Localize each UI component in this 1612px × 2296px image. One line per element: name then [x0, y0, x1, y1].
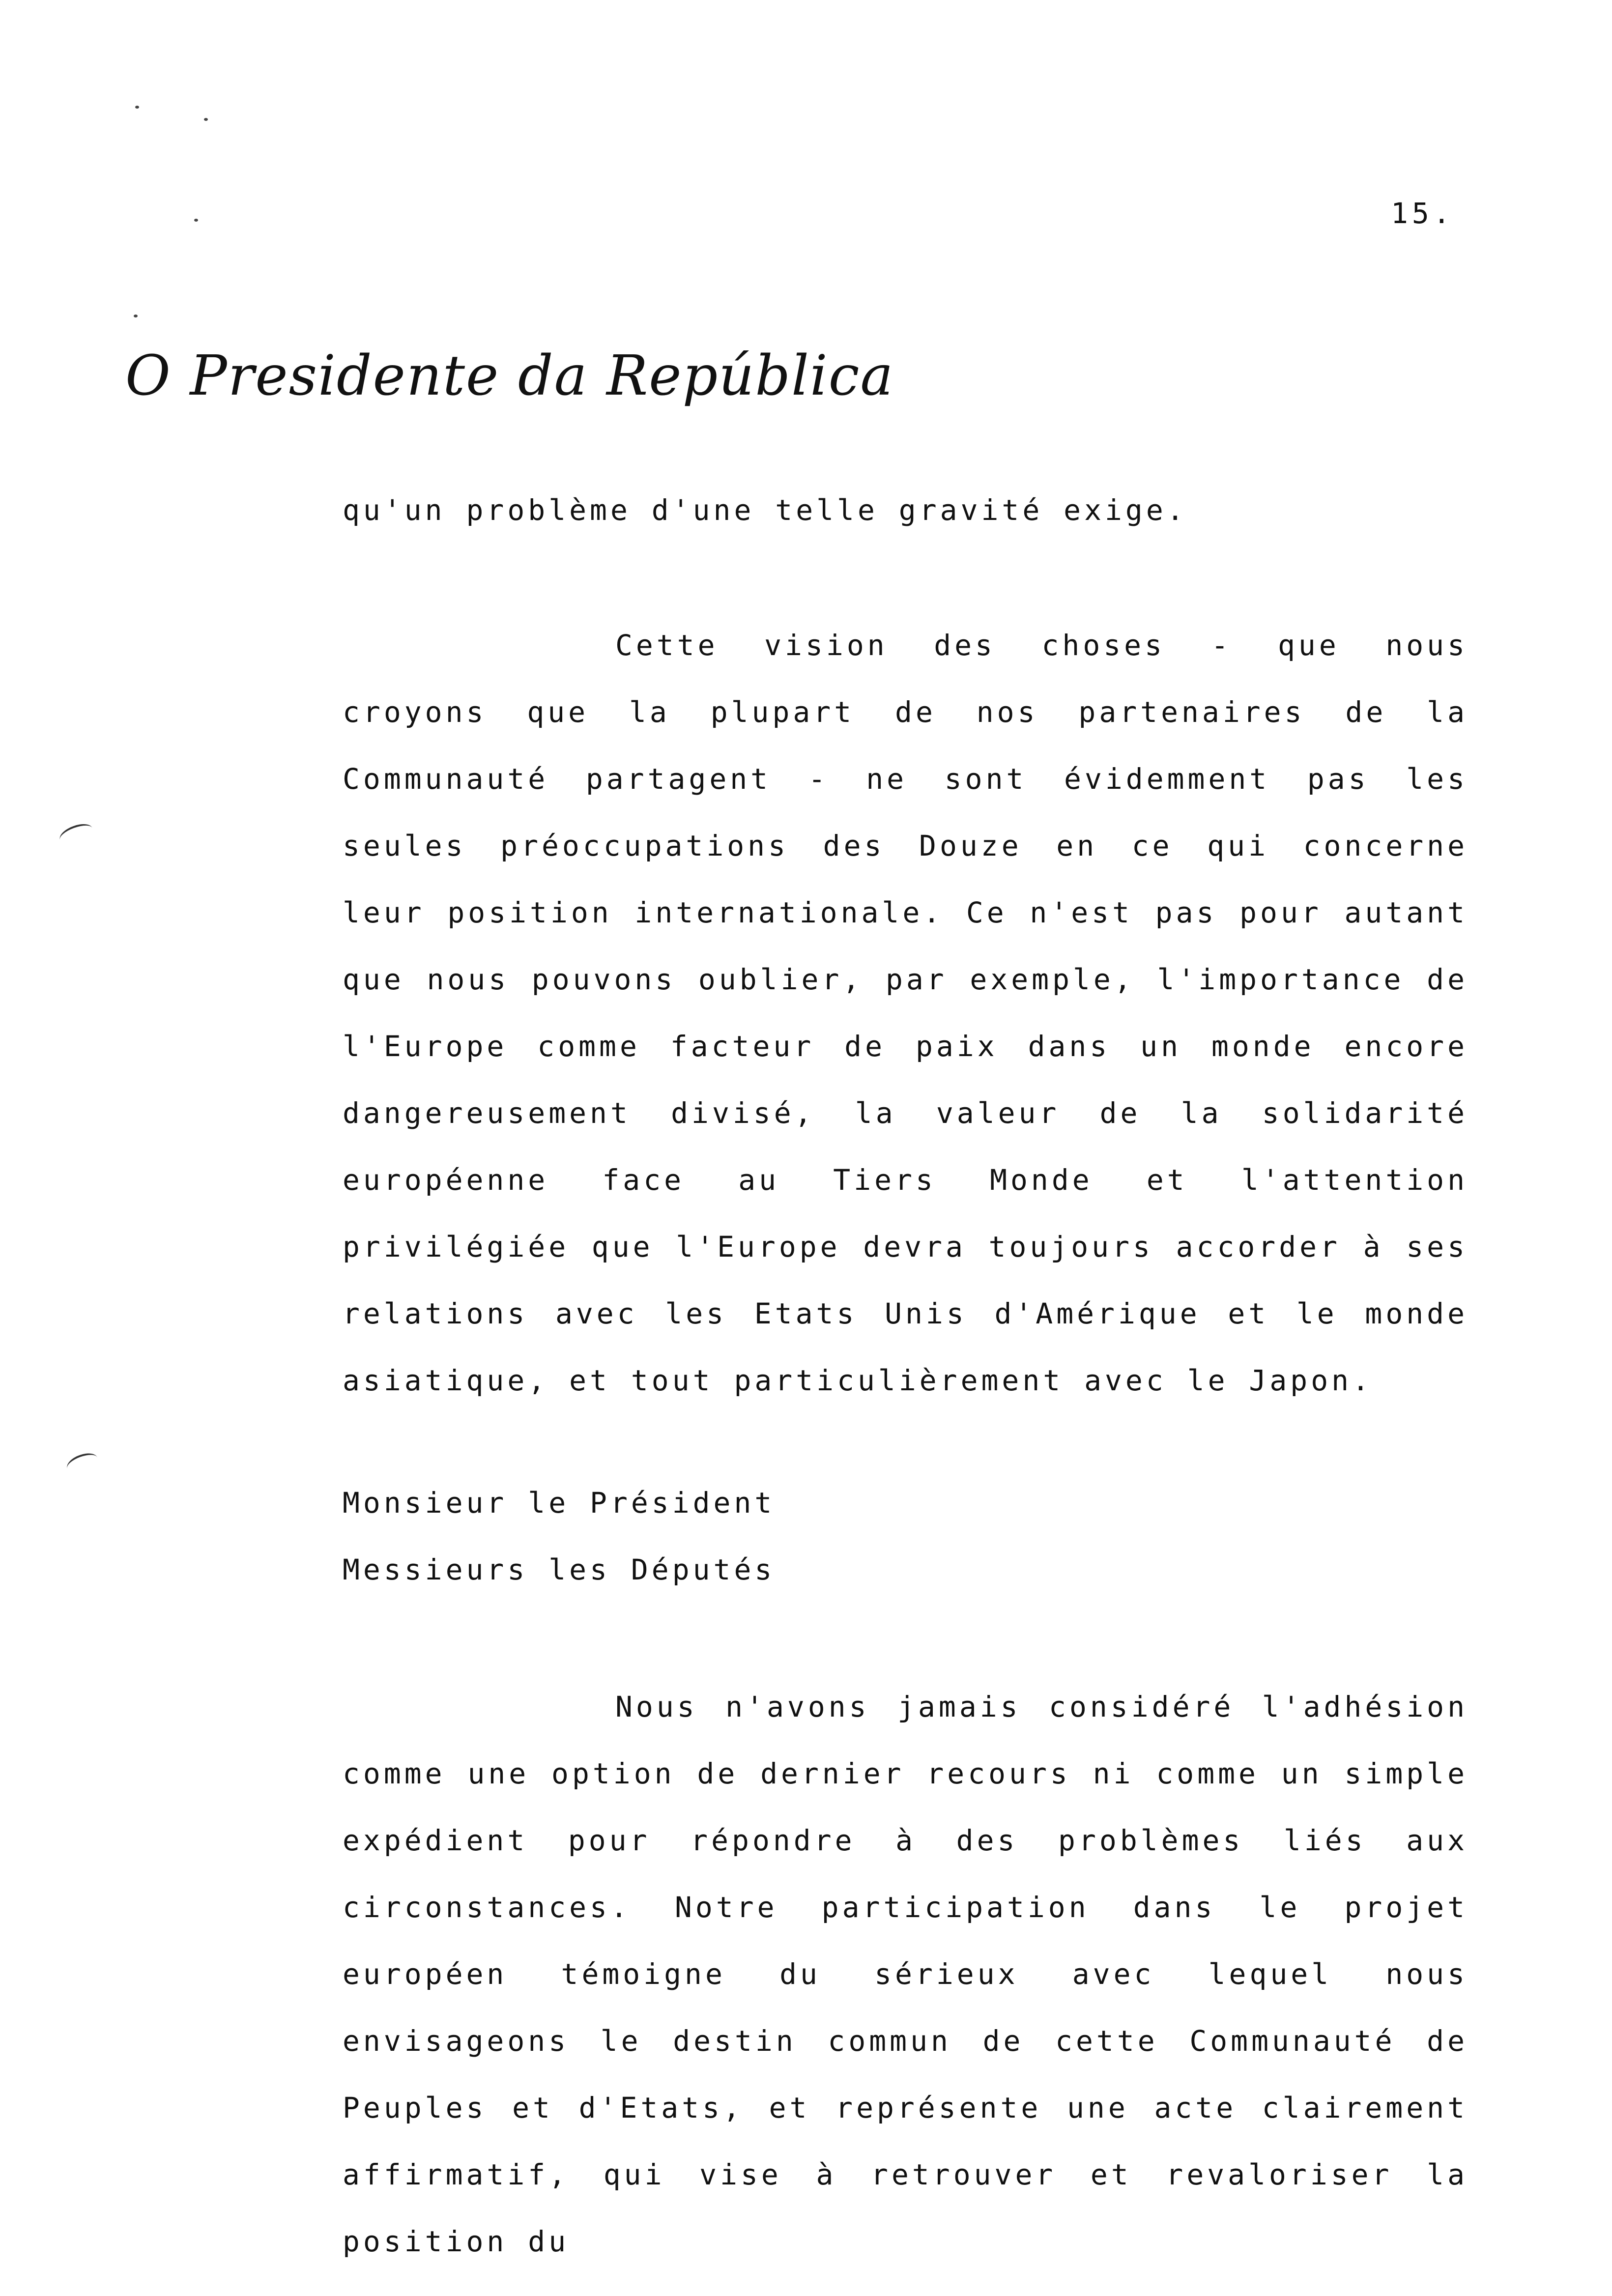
scan-speck: [135, 106, 139, 109]
page-number: 15.: [1391, 197, 1454, 230]
paragraph-vision: [343, 612, 1468, 1414]
paragraph-continuation: [343, 477, 1468, 544]
salutation-line-deputies: Messieurs les Députés: [343, 1553, 776, 1586]
paragraph-3-text: Nous n'avons jamais considéré l'adhésion comme une option de dernier recours ni comme un simple expédient pour répondre à des problèmes liés aux circonstances. Notre participation dans le projet européen témoigne du sérieux avec lequel nous envisageons le destin commun de cette Communauté de Peuples et d'Etats, et représente une acte clairement affirmatif, qui vise à retrouver et revaloriser la position du: [343, 1690, 1468, 2258]
salutation: [343, 1469, 1468, 1603]
scan-speck: [204, 118, 208, 121]
letterhead-title: O Presidente da República: [125, 344, 894, 408]
salutation-line-president: Monsieur le Président: [343, 1486, 776, 1520]
paragraph-adhesion: [343, 1673, 1468, 2275]
scan-speck: [194, 219, 198, 222]
paragraph-2-text: Cette vision des choses - que nous croyons que la plupart de nos partenaires de la Communauté partagent - ne sont évidemment pas les seules préoccupations des Douze en ce qui concerne leur position internationale. Ce n'est pas pour autant que nous pouvons oublier, par exemple, l'importance de l'Europe comme facteur de paix dans un monde encore dangereusement divisé, la valeur de la solidarité européenne face au Tiers Monde et l'attention privilégiée que l'Europe devra toujours accorder à ses relations avec les Etats Unis d'Amérique et le monde asiatique, et tout particulièrement avec le Japon.: [343, 629, 1468, 1397]
scan-speck: [134, 315, 138, 317]
margin-pencil-mark: [64, 1450, 100, 1476]
margin-pencil-mark: [57, 820, 95, 848]
paragraph-1-text: qu'un problème d'une telle gravité exige.: [343, 493, 1187, 527]
